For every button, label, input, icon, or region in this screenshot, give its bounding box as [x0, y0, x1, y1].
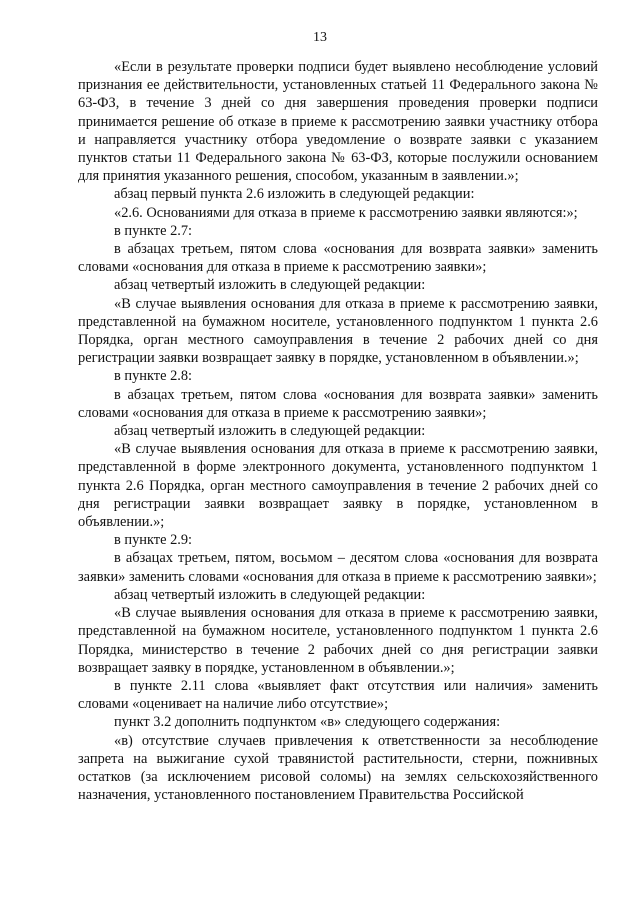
paragraph: в абзацах третьем, пятом слова «основания для возврата заявки» заменить словами «основания для отказа в приеме к рассмотрению заявки»; — [78, 241, 598, 276]
paragraph: абзац первый пункта 2.6 изложить в следующей редакции: — [114, 186, 475, 203]
paragraph: пункт 3.2 дополнить подпунктом «в» следующего содержания: — [114, 714, 501, 731]
paragraph: «в) отсутствие случаев привлечения к ответственности за несоблюдение запрета на выжигание сухой травянистой растительности, стерни, пожнивных остатков (за исключением рисовой соломы) на землях сельскохозяйственного назначения, установленного постановлением Правительства Российской — [78, 732, 598, 804]
document-body — [78, 58, 598, 804]
paragraph: «В случае выявления основания для отказа в приеме к рассмотрению заявки, представленной на бумажном носителе, установленного подпунктом 1 пункта 2.6 Порядка, министерство в течение 2 рабочих дней со дня регистрации заявки возвращает заявку в порядке, установленном в объявлении.»; — [78, 605, 598, 676]
paragraph: абзац четвертый изложить в следующей редакции: — [114, 423, 426, 440]
paragraph: в пункте 2.7: — [114, 222, 193, 239]
paragraph: в пункте 2.9: — [114, 532, 193, 549]
paragraph: в пункте 2.8: — [114, 368, 193, 385]
paragraph: абзац четвертый изложить в следующей редакции: — [114, 277, 426, 294]
paragraph: в пункте 2.11 слова «выявляет факт отсутствия или наличия» заменить словами «оценивает на наличие либо отсутствие»; — [78, 677, 598, 713]
paragraph: «В случае выявления основания для отказа в приеме к рассмотрению заявки, представленной в форме электронного документа, установленного подпунктом 1 пункта 2.6 Порядка, орган местного самоуправления в течение 2 рабочих дней со дня регистрации заявки возвращает заявку в порядке, установленном в объявлении.»; — [78, 441, 598, 531]
paragraph: в абзацах третьем, пятом слова «основания для возврата заявки» заменить словами «основания для отказа в приеме к рассмотрению заявки»; — [78, 386, 598, 421]
paragraph: «2.6. Основаниями для отказа в приеме к рассмотрению заявки являются:»; — [114, 204, 578, 221]
paragraph: в абзацах третьем, пятом, восьмом – десятом слова «основания для возврата заявки» заменить словами «основания для отказа в приеме к рассмотрению заявки»; — [78, 550, 598, 585]
page-number: 13 — [313, 30, 327, 45]
paragraph: «В случае выявления основания для отказа в приеме к рассмотрению заявки, представленной на бумажном носителе, установленного подпунктом 1 пункта 2.6 Порядка, орган местного самоуправления в течение 2 рабочих дней со дня регистрации заявки возвращает заявку в порядке, установленном в объявлении.»; — [78, 295, 598, 367]
paragraph: «Если в результате проверки подписи будет выявлено несоблюдение условий признания ее действительности, установленных статьей 11 Федерального закона № 63-ФЗ, в течение 3 дней со дня завершения проведения проверки подписи принимается решение об отказе в приеме к рассмотрению заявки участнику отбора и направляется участнику отбора уведомление о возврате заявки с указанием пунктов статьи 11 Федерального закона № 63-ФЗ, которые послужили основанием для принятия указанного решения, способом, указанным в заявлении.»; — [78, 59, 598, 185]
paragraph: абзац четвертый изложить в следующей редакции: — [114, 586, 426, 603]
